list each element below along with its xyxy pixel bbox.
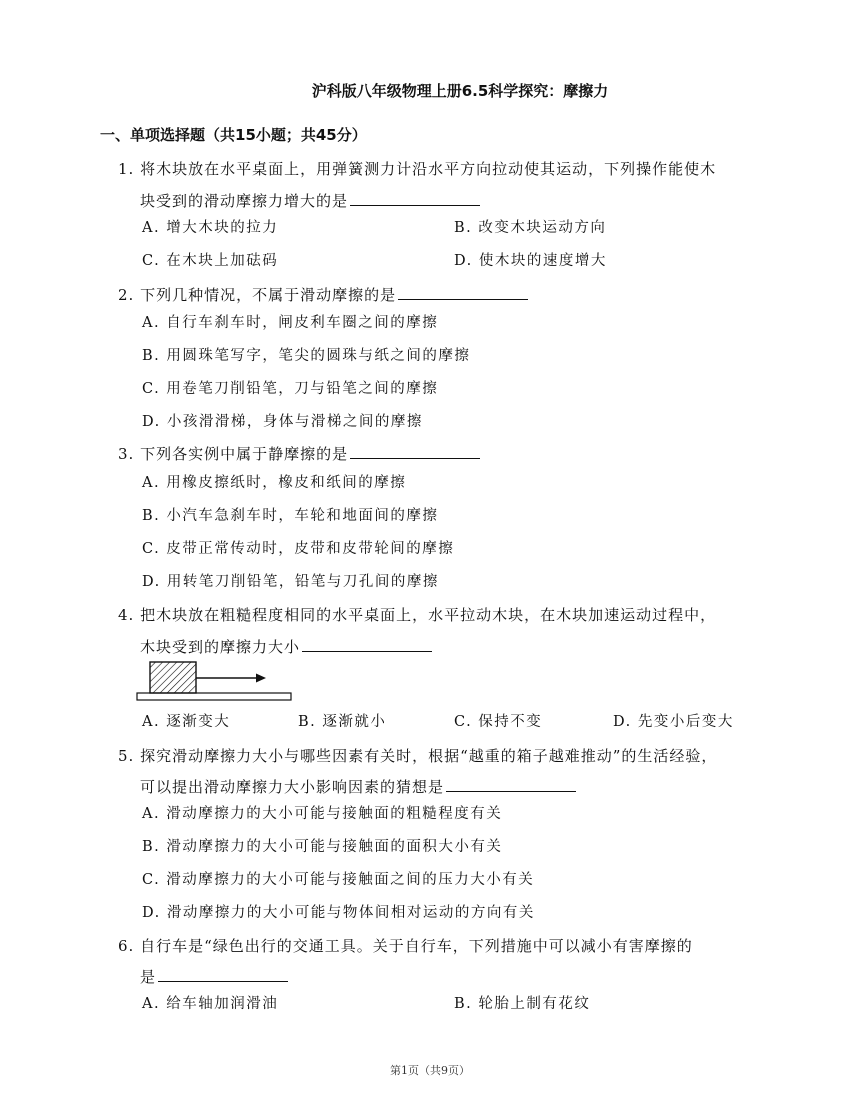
option-d[interactable]: D. 小孩滑滑梯，身体与滑梯之间的摩擦 [142,414,423,430]
answer-blank[interactable] [350,444,480,459]
block-on-table-figure [136,660,292,704]
page-title: 沪科版八年级物理上册6.5科学探究：摩擦力 [311,82,609,100]
question-3-text: 3. 下列各实例中属于静摩擦的是 [118,443,480,464]
question-1-text-line2: 块受到的滑动摩擦力增大的是 [140,190,480,211]
option-d[interactable]: D. 使木块的速度增大 [454,253,607,269]
option-b[interactable]: B. 滑动摩擦力的大小可能与接触面的面积大小有关 [142,839,503,855]
option-b[interactable]: B. 轮胎上制有花纹 [454,996,591,1012]
option-a[interactable]: A. 增大木块的拉力 [142,220,279,236]
answer-blank[interactable] [350,191,480,206]
option-b[interactable]: B. 小汽车急刹车时，车轮和地面间的摩擦 [142,508,439,524]
option-a[interactable]: A. 给车轴加润滑油 [142,996,279,1012]
option-b[interactable]: B. 用圆珠笔写字，笔尖的圆珠与纸之间的摩擦 [142,348,471,364]
option-c[interactable]: C. 滑动摩擦力的大小可能与接触面之间的压力大小有关 [142,872,535,888]
question-6-text-line1: 6. 自行车是“绿色出行的交通工具。关于自行车，下列措施中可以减小有害摩擦的 [118,937,693,955]
option-c[interactable]: C. 用卷笔刀削铅笔，刀与铅笔之间的摩擦 [142,381,439,397]
option-b[interactable]: B. 改变木块运动方向 [454,220,607,236]
option-c[interactable]: C. 在木块上加砝码 [142,253,279,269]
section-heading: 一、单项选择题（共15小题；共45分） [100,126,367,144]
arrow-head-icon [256,674,266,683]
option-a[interactable]: A. 自行车刹车时，闸皮利车圈之间的摩擦 [142,315,439,331]
option-a[interactable]: A. 滑动摩擦力的大小可能与接触面的粗糙程度有关 [142,806,503,822]
option-d[interactable]: D. 先变小后变大 [613,714,734,730]
answer-blank[interactable] [446,777,576,792]
option-b[interactable]: B. 逐渐就小 [298,714,387,730]
question-1-text-line1: 1. 将木块放在水平桌面上，用弹簧测力计沿水平方向拉动使其运动，下列操作能使木 [118,160,717,178]
question-4-text-line1: 4. 把木块放在粗糙程度相同的水平桌面上，水平拉动木块，在木块加速运动过程中， [118,606,717,624]
question-4-text-line2: 木块受到的摩擦力大小 [140,636,432,657]
answer-blank[interactable] [398,285,528,300]
table-surface [137,693,291,700]
question-5-text-line1: 5. 探究滑动摩擦力大小与哪些因素有关时，根据“越重的箱子越难推动”的生活经验， [118,747,718,765]
option-a[interactable]: A. 逐渐变大 [142,714,231,730]
question-2-text: 2. 下列几种情况，不属于滑动摩擦的是 [118,284,528,305]
option-d[interactable]: D. 用转笔刀削铅笔，铅笔与刀孔间的摩擦 [142,574,439,590]
option-a[interactable]: A. 用橡皮擦纸时，橡皮和纸间的摩擦 [142,475,407,491]
answer-blank[interactable] [302,637,432,652]
option-c[interactable]: C. 保持不变 [454,714,543,730]
option-c[interactable]: C. 皮带正常传动时，皮带和皮带轮间的摩擦 [142,541,455,557]
option-d[interactable]: D. 滑动摩擦力的大小可能与物体间相对运动的方向有关 [142,905,535,921]
page-footer: 第1页（共9页） [390,1064,470,1077]
question-5-text-line2: 可以提出滑动摩擦力大小影响因素的猜想是 [140,776,576,797]
answer-blank[interactable] [158,967,288,982]
question-6-text-line2: 是 [140,966,288,987]
wooden-block [150,662,196,693]
